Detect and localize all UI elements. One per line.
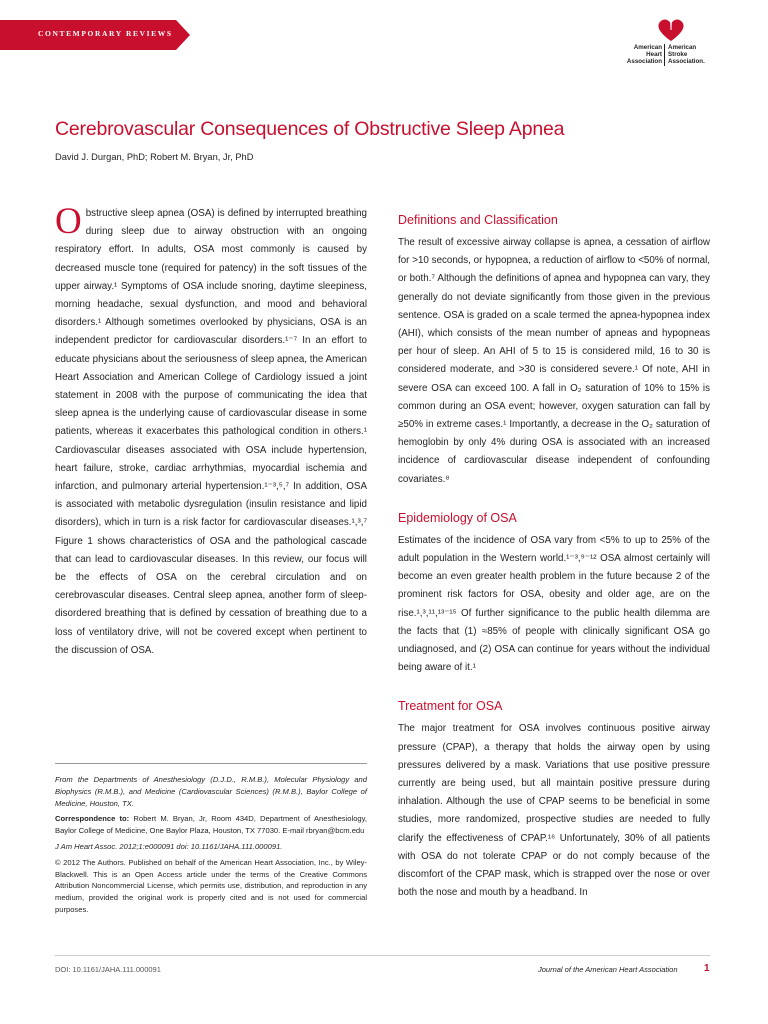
footer-doi: DOI: 10.1161/JAHA.111.000091 (55, 965, 161, 974)
heart-torch-icon (654, 16, 688, 42)
section-treatment (398, 699, 710, 902)
aha-asa-logo (620, 14, 720, 66)
copyright: © 2012 The Authors. Published on behalf of the American Heart Association, Inc., by Wiley-Blackwell. This is an Open Access article under the terms of the Creative Commons Attribution Noncommercial License, which permits use, distribution, and reproduction in any medium, provided the original work is properly cited and is not used for commercial purposes. (55, 857, 367, 914)
section-heading: Epidemiology of OSA (398, 510, 517, 525)
correspondence: Correspondence to: Robert M. Bryan, Jr, Room 434D, Department of Anesthesiology, Baylor College of Medicine, One Baylor Plaza, Houston, TX 77030. E-mail rbryan@bcm.edu (55, 814, 367, 836)
section-banner (0, 20, 176, 50)
right-column (398, 213, 710, 925)
section-epidemiology (398, 511, 710, 678)
banner-label: CONTEMPORARY REVIEWS (38, 29, 173, 38)
left-column (55, 201, 367, 660)
citation: J Am Heart Assoc. 2012;1:e000091 doi: 10.1161/JAHA.111.000091. (55, 841, 283, 851)
affiliation: From the Departments of Anesthesiology (D.J.D., R.M.B.), Molecular Physiology and Biophysics (R.M.B.), and Medicine (Cardiovascular Sciences) (R.M.B.), Baylor College of Medicine, Houston, TX. (55, 775, 367, 808)
section-definitions (398, 213, 710, 489)
page-number: 1 (704, 963, 710, 974)
footer-journal: Journal of the American Heart Association (538, 965, 678, 974)
section-heading: Treatment for OSA (398, 699, 503, 714)
intro-paragraph: Obstructive sleep apnea (OSA) is defined by interrupted breathing during sleep due to airway obstruction with an ongoing respiratory effort. In adults, OSA most commonly is caused by decreased muscle tone (required for patency) in the soft tissues of the upper airway.¹ Symptoms of OSA include snoring, daytime sleepiness, morning headache, sexual dysfunction, and mood and behavioral disorders.¹ Although sometimes overlooked by physicians, OSA is an independent predictor for cardiovascular disorders.¹⁻⁷ In an effort to educate physicians about the seriousness of sleep apnea, the American Heart Association and American College of Cardiology issued a joint statement in 2008 with the purpose of communicating the idea that sleep apnea is the underlying cause of cardiovascular disease in some patients, whereas it exacerbates this pathological condition in others.¹ Cardiovascular diseases associated with OSA include hypertension, heart failure, stroke, cardiac arrhythmias, myocardial ischemia and infarction, and pulmonary arterial hypertension.¹⁻³,⁵,⁷ In addition, OSA is associated with metabolic dysregulation (insulin resistance and lipid disorders), which in turn is a risk factor for cardiovascular diseases.¹,³,⁷ Figure 1 shows characteristics of OSA and the pathological cascade that can lead to cardiovascular diseases. In this review, our focus will be the effects of OSA on the cerebral circulation and on cerebrovascular diseases. Central sleep apnea, another form of sleep-disordered breathing that is defined by cessation of breathing due to a loss of ventilatory drive, will not be covered except when pertinent to the discussion of OSA. (55, 201, 367, 656)
section-text: Estimates of the incidence of OSA vary from <5% to up to 25% of the adult population in the Western world.¹⁻³,⁹⁻¹² OSA almost certainly will become an even greater health problem in the future because 2 of the prominent risk factors for OSA, obesity and older age, are on the rise.¹,³,¹¹,¹³⁻¹⁵ Of further significance to the public health dilemma are the facts that (1) ≈85% of people with clinically significant OSA go undiagnosed, and (2) OSA can continue for years without the individual being aware of it.¹ (398, 534, 710, 674)
article-title: Cerebrovascular Consequences of Obstructive Sleep Apnea (55, 118, 565, 140)
section-heading: Definitions and Classification (398, 213, 558, 227)
section-text: The major treatment for OSA involves continuous positive airway pressure (CPAP), a therapy that holds the airway open by using pressures delivered by a mask. Variations that use positive pressure currently are being used, but all maintain positive pressure during inhalation. Although the use of CPAP seems to be beneficial in some studies, more randomized, prospective studies are needed to fully clarify the effectiveness of CPAP.¹⁶ Unfortunately, 30% of all patients with OSA do not tolerate CPAP or do not comply because of the discomfort of the CPAP mask, which is strapped over the nose or over both the nose and mouth by a headband. In (398, 723, 710, 899)
footnotes (55, 763, 367, 920)
drop-cap: O (55, 201, 82, 242)
authors: David J. Durgan, PhD; Robert M. Bryan, Jr, PhD (55, 152, 254, 162)
section-text: The result of excessive airway collapse is apnea, a cessation of airflow for >10 seconds, or hypopnea, a reduction of airflow to <50% of normal, or both.⁷ Although the definitions of apnea and hypopnea can vary, they generally do not deviate significantly from those given in the previous sentence. OSA is graded on a scale termed the apnea-hypopnea index (AHI), which consists of the mean number of apneas and hypopneas per hour of sleep. An AHI of 5 to 15 is considered mild, 16 to 30 is considered moderate, and >30 is considered severe.¹ Of note, AHI in severe OSA can exceed 100. A fall in O₂ saturation of 10% to 15% is common during an OSA event; however, oxygen saturation can fall by ≥50% in extreme cases.¹ Importantly, a decrease in the O₂ saturation of hemoglobin by only 4% during OSA is associated with an increased incidence of cardiovascular disease independent of confounding covariates.⁸ (398, 237, 710, 485)
logo-left-text: American Heart Association (626, 44, 662, 66)
logo-right-text: American Stroke Association. (668, 44, 705, 66)
